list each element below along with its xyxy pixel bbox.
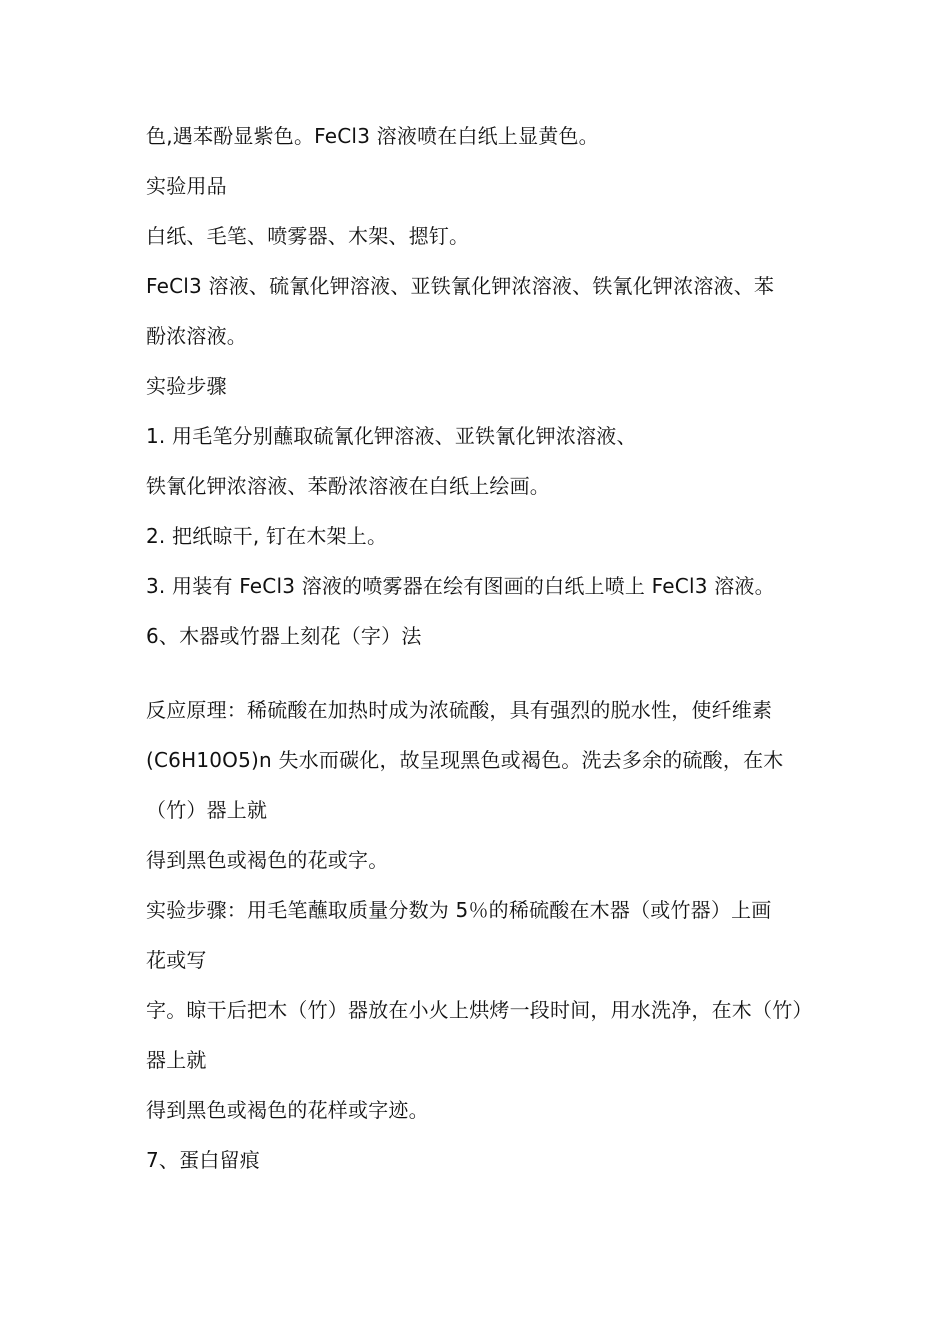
text-line: (C6H10O5)n 失水而碳化，故呈现黑色或褐色。洗去多余的硫酸，在木 — [146, 748, 784, 772]
text-line: 铁氰化钾浓溶液、苯酚浓溶液在白纸上绘画。 — [146, 474, 550, 498]
text-line: 色,遇苯酚显紫色。FeCl3 溶液喷在白纸上显黄色。 — [146, 124, 599, 148]
text-line: 得到黑色或褐色的花或字。 — [146, 848, 389, 872]
text-line: 得到黑色或褐色的花样或字迹。 — [146, 1098, 429, 1122]
text-line: （竹）器上就 — [146, 798, 268, 822]
section-heading: 6、木器或竹器上刻花（字）法 — [146, 624, 422, 648]
step-item: 2. 把纸晾干, 钉在木架上。 — [146, 524, 388, 548]
section-heading: 7、蛋白留痕 — [146, 1148, 260, 1172]
text-line: 酚浓溶液。 — [146, 324, 247, 348]
step-item: 1. 用毛笔分别蘸取硫氰化钾溶液、亚铁氰化钾浓溶液、 — [146, 424, 637, 448]
text-line: FeCl3 溶液、硫氰化钾溶液、亚铁氰化钾浓溶液、铁氰化钾浓溶液、苯 — [146, 274, 775, 298]
section-heading: 实验用品 — [146, 174, 227, 198]
text-line: 字。晾干后把木（竹）器放在小火上烘烤一段时间，用水洗净，在木（竹） — [146, 998, 813, 1022]
text-line: 白纸、毛笔、喷雾器、木架、摁钉。 — [146, 224, 470, 248]
text-line: 反应原理：稀硫酸在加热时成为浓硫酸，具有强烈的脱水性，使纤维素 — [146, 698, 773, 722]
text-line: 实验步骤：用毛笔蘸取质量分数为 5％的稀硫酸在木器（或竹器）上画 — [146, 898, 772, 922]
text-line: 花或写 — [146, 948, 207, 972]
step-item: 3. 用装有 FeCl3 溶液的喷雾器在绘有图画的白纸上喷上 FeCl3 溶液。 — [146, 574, 775, 598]
section-heading: 实验步骤 — [146, 374, 227, 398]
text-line: 器上就 — [146, 1048, 207, 1072]
